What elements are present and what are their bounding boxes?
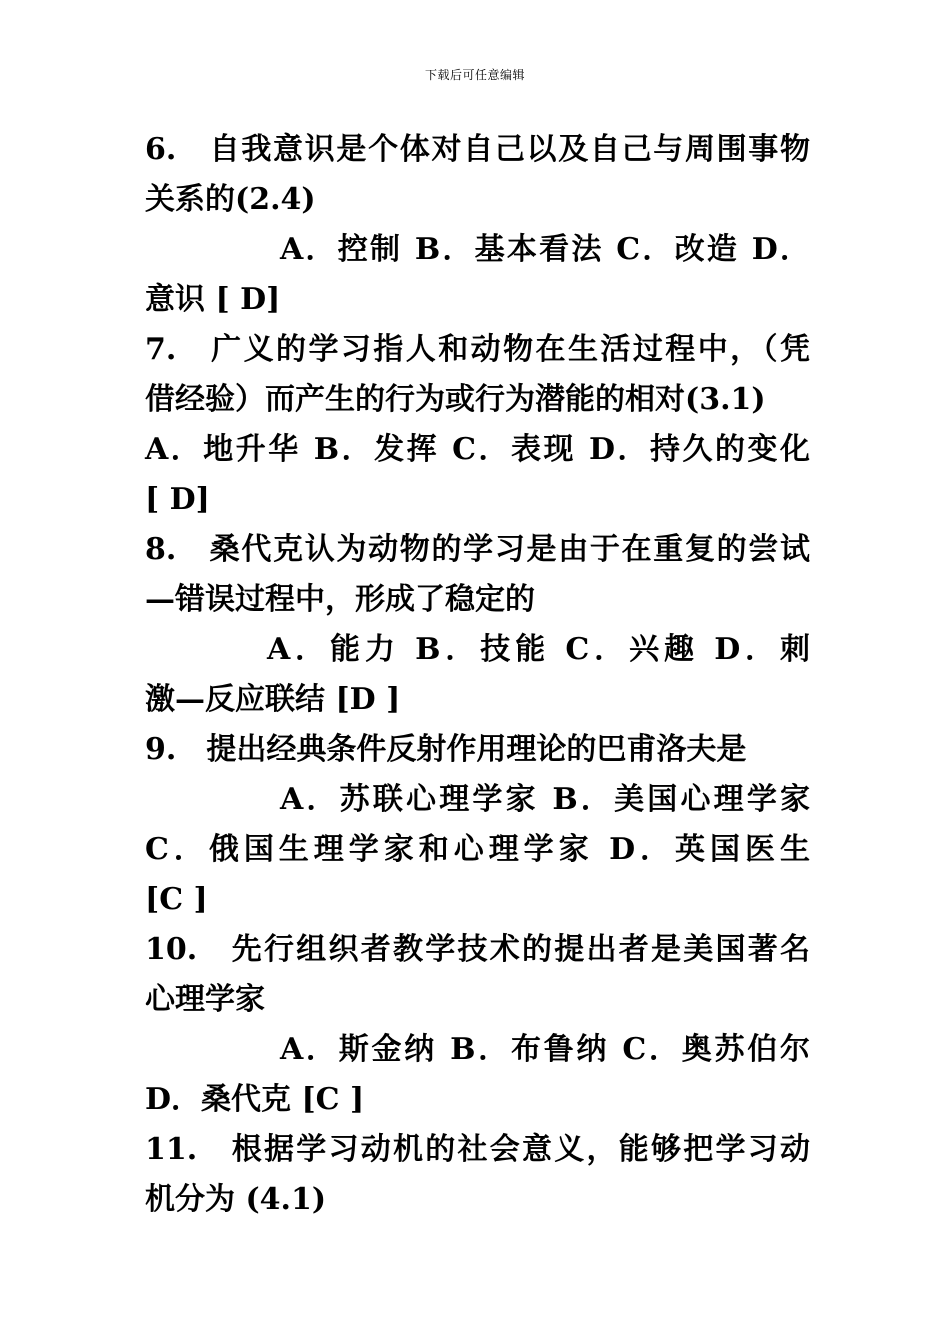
- question-6-answer: 意识 [ D]: [145, 282, 281, 317]
- question-6-line-1: 6. 自我意识是个体对自己以及自己与周围事物: [145, 132, 810, 167]
- question-11-line-2: 机分为 (4.1): [145, 1182, 327, 1217]
- question-9-line-1: 9. 提出经典条件反射作用理论的巴甫洛夫是: [145, 732, 747, 767]
- question-7-answer: [ D]: [145, 482, 210, 517]
- question-8-line-1: 8. 桑代克认为动物的学习是由于在重复的尝试: [145, 532, 810, 567]
- question-7-line-2: 借经验）而产生的行为或行为潜能的相对(3.1): [145, 382, 766, 417]
- question-10-line-1: 10. 先行组织者教学技术的提出者是美国著名: [145, 932, 810, 967]
- question-8-line-2: —错误过程中，形成了稳定的: [145, 582, 535, 617]
- question-9-options-2: C．俄国生理学家和心理学家 D．英国医生: [145, 832, 810, 867]
- question-10-answer: D．桑代克 [C ]: [145, 1082, 365, 1117]
- question-8-answer: 激—反应联结 [D ]: [145, 682, 401, 717]
- document-body: [145, 125, 810, 1225]
- question-9-answer: [C ]: [145, 882, 208, 917]
- question-9-options-1: A．苏联心理学家 B．美国心理学家: [280, 782, 810, 817]
- question-6-line-2: 关系的(2.4): [145, 182, 316, 217]
- question-10-line-2: 心理学家: [145, 982, 265, 1017]
- question-8-options: A．能力 B．技能 C．兴趣 D．刺: [267, 632, 810, 667]
- question-7-options: A．地升华 B．发挥 C．表现 D．持久的变化: [145, 432, 810, 467]
- question-11-line-1: 11. 根据学习动机的社会意义，能够把学习动: [145, 1132, 810, 1167]
- page-header: 下载后可任意编辑: [424, 68, 525, 82]
- question-10-options: A．斯金纳 B．布鲁纳 C．奥苏伯尔: [280, 1032, 810, 1067]
- question-6-options: A．控制 B．基本看法 C．改造 D．: [280, 232, 810, 267]
- question-7-line-1: 7. 广义的学习指人和动物在生活过程中，（凭: [145, 332, 810, 367]
